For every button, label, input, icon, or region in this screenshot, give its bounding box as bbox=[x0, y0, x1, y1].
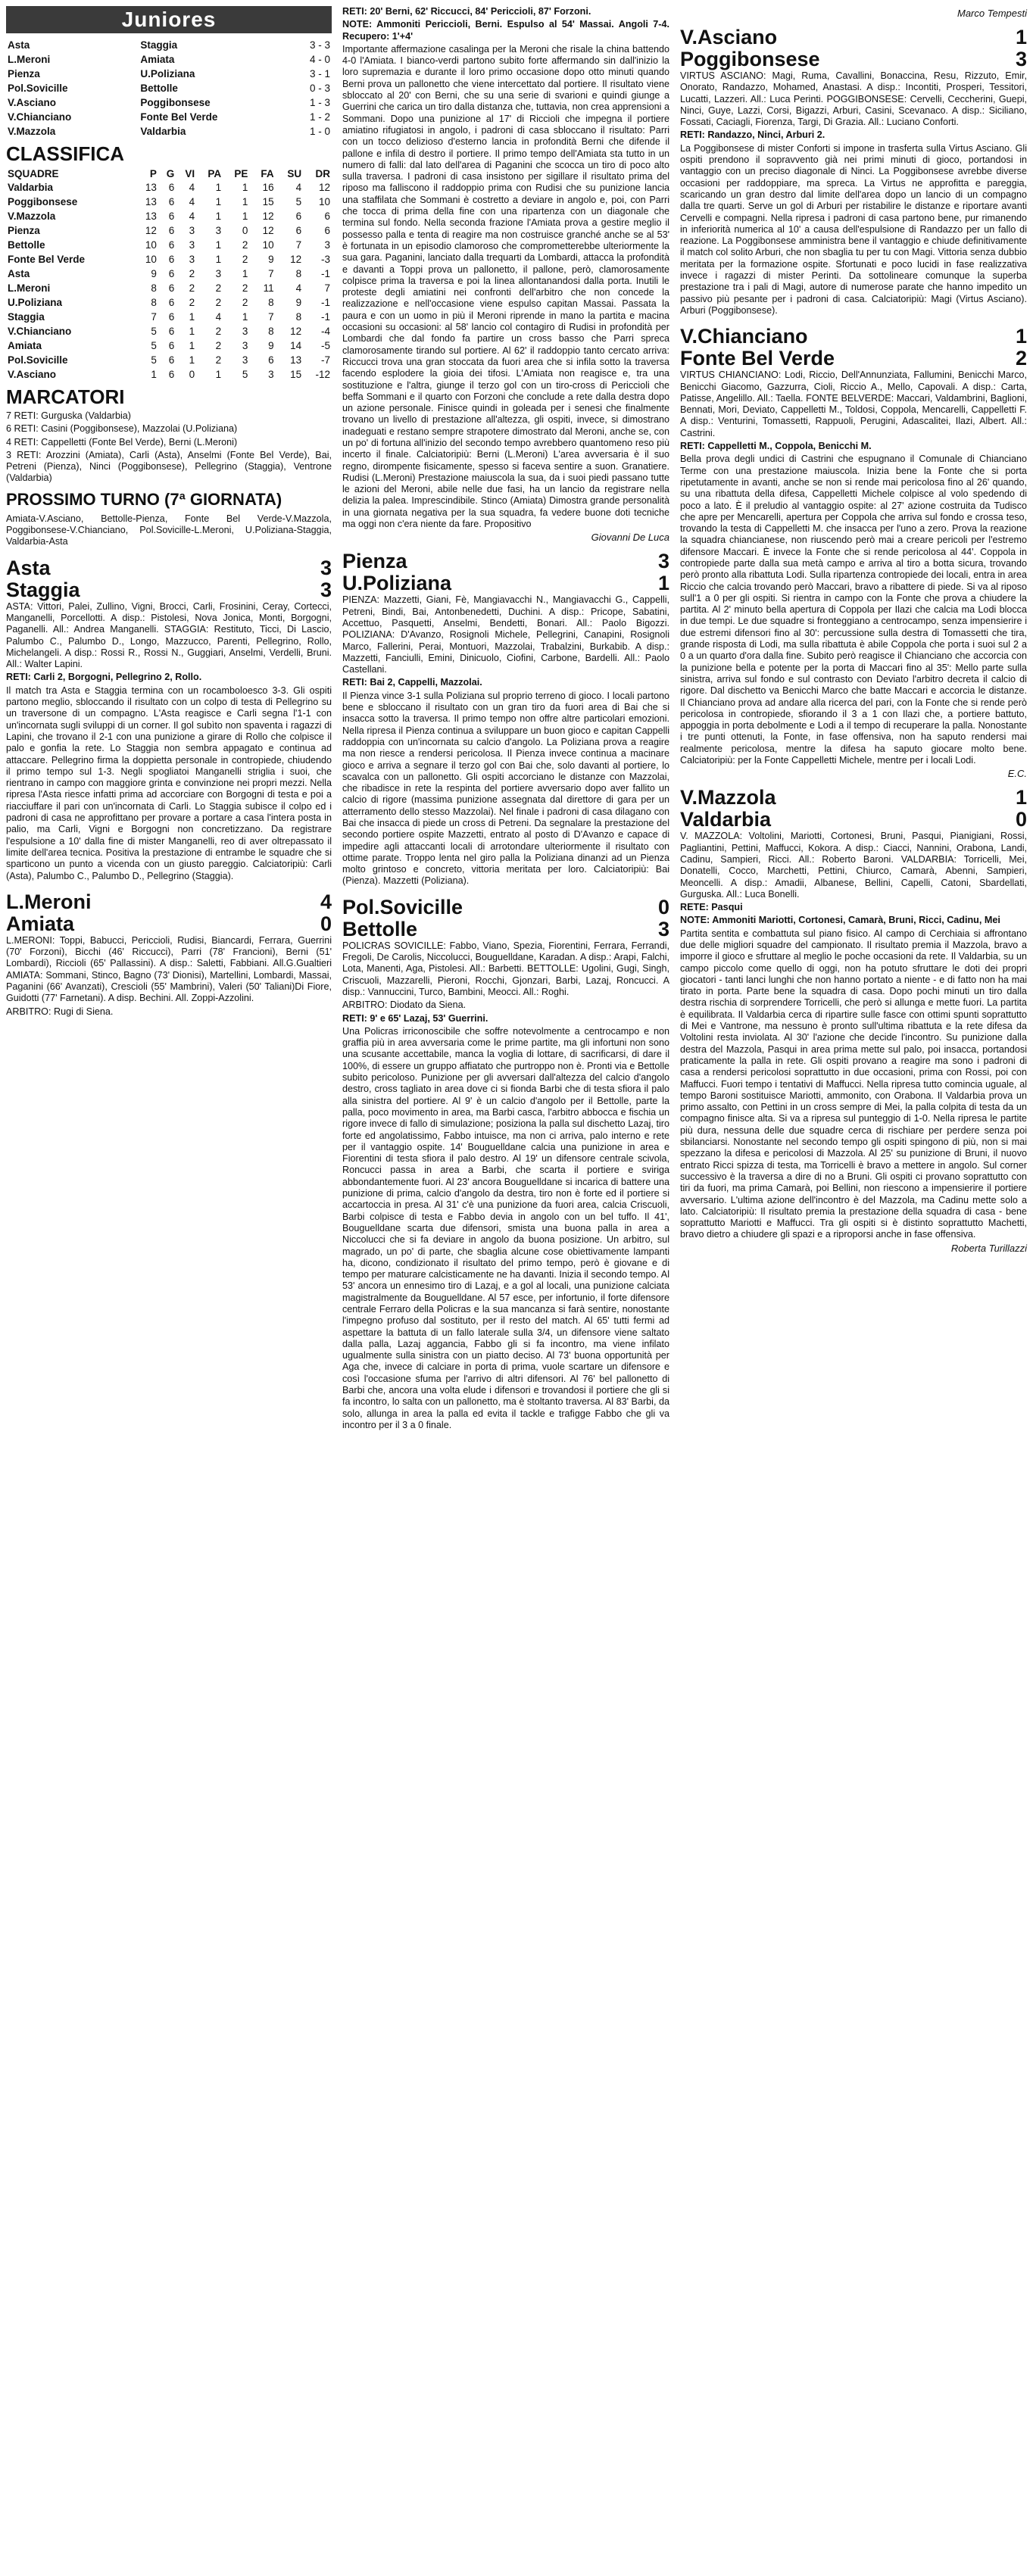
team-name: V.Asciano bbox=[8, 369, 57, 380]
stat-cell: 12 bbox=[145, 225, 157, 236]
stat-cell: 14 bbox=[290, 340, 302, 351]
stat-cell: 4 bbox=[189, 196, 195, 207]
article-chianciano bbox=[680, 326, 1027, 779]
stat-cell: 12 bbox=[318, 182, 330, 193]
stat-cell: 13 bbox=[145, 196, 157, 207]
stat-cell: 1 bbox=[151, 369, 157, 380]
stat-cell: 6 bbox=[324, 211, 330, 222]
stat-cell: 6 bbox=[268, 354, 274, 366]
stat-cell: 5 bbox=[242, 369, 248, 380]
stat-cell: -7 bbox=[320, 354, 330, 366]
home-score: 1 bbox=[1015, 325, 1027, 348]
stat-cell: 6 bbox=[168, 196, 175, 207]
stat-cell: 10 bbox=[318, 196, 330, 207]
stat-cell: 5 bbox=[151, 354, 157, 366]
result-row bbox=[6, 38, 332, 52]
home-team: V.Mazzola bbox=[680, 786, 776, 809]
stat-cell: -1 bbox=[320, 311, 330, 323]
stat-cell: 6 bbox=[168, 254, 175, 265]
away-team: Bettolle bbox=[342, 917, 418, 940]
stat-cell: 13 bbox=[145, 211, 157, 222]
stat-cell: 2 bbox=[242, 239, 248, 251]
away-score: 3 bbox=[657, 917, 669, 940]
column-header: PE bbox=[234, 168, 248, 179]
stat-cell: 7 bbox=[324, 282, 330, 294]
article-sovicille bbox=[342, 897, 669, 1431]
home-team: Pienza bbox=[342, 550, 407, 573]
goals: RETI: Randazzo, Ninci, Arburi 2. bbox=[680, 129, 825, 141]
stat-cell: 1 bbox=[242, 311, 248, 323]
standings-row bbox=[6, 252, 332, 267]
stat-cell: 8 bbox=[295, 268, 302, 279]
stat-cell: 8 bbox=[268, 297, 274, 308]
stat-cell: 6 bbox=[168, 182, 175, 193]
stat-cell: 13 bbox=[290, 354, 302, 366]
lineups: L.MERONI: Toppi, Babucci, Periccioli, Rudisi, Biancardi, Ferrara, Guerrini (70' Forzoni), Bicchi (46' Riccucci), Parri (78' Francioni), Berni (51' Lombardi), Riccioli (65' Pallassini). A disp.: Saletti, Fabbiani. All.G.Gualtieri AMIATA: Sommani, Stinco, Bagno (73' Dionisi), Martellini, Lombardi, Massai, Paganini (66' Avanzati), Crescioli (55' Mambrini), Valeri (50' Taliani)Di Fiore, Guidotti (77' Farnetani). A disp. Bechini. All. Zoppi-Azzolini. bbox=[6, 934, 332, 1004]
team-name: Pienza bbox=[8, 225, 40, 236]
stat-cell: 2 bbox=[242, 297, 248, 308]
stat-cell: 1 bbox=[242, 196, 248, 207]
stat-cell: 3 bbox=[189, 225, 195, 236]
standings-row bbox=[6, 238, 332, 252]
goals: RETI: Cappelletti M., Coppola, Benicchi M. bbox=[680, 441, 872, 452]
stat-cell: 9 bbox=[151, 268, 157, 279]
stat-cell: -3 bbox=[320, 254, 330, 265]
scorer-line: 6 RETI: Casini (Poggibonsese), Mazzolai (U.Poliziana) bbox=[6, 423, 238, 435]
result-row bbox=[6, 67, 332, 81]
stat-cell: 7 bbox=[151, 311, 157, 323]
goals: RETI: 20' Berni, 62' Riccucci, 84' Periccioli, 87' Forzoni. bbox=[342, 6, 591, 17]
goals: RETE: Pasqui bbox=[680, 902, 743, 913]
stat-cell: 10 bbox=[262, 239, 274, 251]
stat-cell: -1 bbox=[320, 297, 330, 308]
result-row bbox=[6, 81, 332, 95]
stat-cell: 8 bbox=[268, 326, 274, 337]
standings-row bbox=[6, 295, 332, 310]
away-team: Valdarbia bbox=[140, 126, 186, 137]
stat-cell: 1 bbox=[189, 340, 195, 351]
stat-cell: 6 bbox=[168, 268, 175, 279]
away-team: Fonte Bel Verde bbox=[140, 111, 218, 123]
standings-title: CLASSIFICA bbox=[6, 142, 124, 165]
away-score: 1 bbox=[657, 572, 669, 595]
stat-cell: -1 bbox=[320, 268, 330, 279]
result-row bbox=[6, 124, 332, 139]
away-team: Bettolle bbox=[140, 83, 178, 94]
stat-cell: 12 bbox=[290, 254, 302, 265]
stat-cell: 7 bbox=[295, 239, 302, 251]
stat-cell: 4 bbox=[295, 182, 302, 193]
byline: Marco Tempesti bbox=[957, 8, 1027, 19]
home-team: L.Meroni bbox=[6, 890, 92, 913]
away-team: Staggia bbox=[140, 39, 178, 51]
stat-cell: 6 bbox=[168, 311, 175, 323]
stat-cell: 16 bbox=[262, 182, 274, 193]
stat-cell: 1 bbox=[242, 268, 248, 279]
column-right bbox=[680, 6, 1027, 1261]
standings-row bbox=[6, 324, 332, 338]
stat-cell: 15 bbox=[290, 369, 302, 380]
stat-cell: 4 bbox=[215, 311, 222, 323]
away-team: Staggia bbox=[6, 578, 80, 601]
match-score: 1 - 0 bbox=[309, 126, 330, 137]
stat-cell: 6 bbox=[168, 340, 175, 351]
column-header: PA bbox=[208, 168, 222, 179]
stat-cell: 1 bbox=[215, 254, 222, 265]
stat-cell: 3 bbox=[242, 340, 248, 351]
stat-cell: 1 bbox=[242, 182, 248, 193]
standings-row bbox=[6, 281, 332, 295]
away-team: Poggibonsese bbox=[140, 97, 211, 108]
stat-cell: 10 bbox=[145, 254, 157, 265]
stat-cell: 2 bbox=[189, 268, 195, 279]
stat-cell: 2 bbox=[242, 282, 248, 294]
stat-cell: 9 bbox=[268, 254, 274, 265]
standings-row bbox=[6, 195, 332, 209]
stat-cell: 6 bbox=[168, 239, 175, 251]
stat-cell: 2 bbox=[215, 354, 222, 366]
team-name: Fonte Bel Verde bbox=[8, 254, 86, 265]
standings-table bbox=[6, 167, 332, 382]
team-name: Bettolle bbox=[8, 239, 45, 251]
column-header: VI bbox=[185, 168, 195, 179]
stat-cell: 6 bbox=[168, 354, 175, 366]
home-team: V.Chianciano bbox=[8, 111, 72, 123]
stat-cell: 0 bbox=[189, 369, 195, 380]
column-header: P bbox=[149, 168, 157, 179]
standings-row bbox=[6, 367, 332, 382]
goals: RETI: 9' e 65' Lazaj, 53' Guerrini. bbox=[342, 1012, 488, 1024]
column-header: G bbox=[166, 168, 175, 179]
stat-cell: 1 bbox=[215, 196, 222, 207]
home-score: 3 bbox=[320, 556, 332, 579]
stat-cell: 2 bbox=[189, 282, 195, 294]
stat-cell: 3 bbox=[268, 369, 274, 380]
stat-cell: 6 bbox=[295, 225, 302, 236]
stat-cell: 1 bbox=[215, 369, 222, 380]
referee: ARBITRO: Rugi di Siena. bbox=[6, 1006, 114, 1017]
stat-cell: 15 bbox=[262, 196, 274, 207]
away-team: Poggibonsese bbox=[680, 48, 820, 70]
home-score: 1 bbox=[1015, 786, 1027, 809]
lineups: VIRTUS ASCIANO: Magi, Ruma, Cavallini, Bonaccina, Resu, Rizzuto, Emir, Onorato, Randazzo, Mohamed, Anastasi. A disp.: Incontiti, Prosperi, Tessitori, Lucatti, Lazzeri. All.: Luca Perinti. POGGIBONSESE: Cervelli, Ceccherini, Guepi, Ninci, Guye, Lazzi, Corsi, Bigazzi, Arburi, Casini, Scevanaco. A disp.: Siciliano, Fossati, Caciagli, Fiorenza, Targi, Di Grazia. All.: Luciano Conforti. bbox=[680, 70, 1027, 128]
stat-cell: 2 bbox=[242, 254, 248, 265]
article-body: Una Policras irriconoscibile che soffre notevolmente a centrocampo e non graffia più in area avversaria come le prime partite, ma gli infortuni non sono una scusante accettabile, manca la voglia di lottare, di sacrificarsi, di dare il 100%, di essere un gruppo affiatato che purtroppo non è. Pronti via e Bettolle subito pericoloso. Punizione per gli avversari dall'altezza del calcio d'angolo destro, cross tagliato in area dove ci si fionda Barbi che di testa sfiora il palo alla sinistra del portiere. Al 9' è un calcio d'angolo per il Bettolle, parte la palla, poco movimento in area, ma Barbi casca, l'arbitro abbocca e fischia un rigore invece di fallo di simulazione; posiziona la palla sul dischetto Lazaj, tiro forte ed angolatissimo, Fabbo intuisce, ma non ci arriva, palo interno e rete per il vantaggio ospite. 14' Bouguelldane calcia una punizione in area e Fiorentini di testa sfiora il palo destro. Al 19' un difensore centrale scivola, Roncucci passa in area a Barbi, che scarta il portiere e sviriga abbondantemente fuori. Al 23' ancora Bouguelldane si incarica di battere una punizione di prima, calcio d'angolo da destra, tiro non è forte ed il portiere si accartoccia in presa. Al 31' c'è una punizione da fuori area, calcia Criscuoli, Barbi colpisce di testa e Fabbo devia in angolo con un bel tuffo. Il 41', Bouguelldane scarta due difensori, smista una buona palla in area a Niccolucci che si fa deviare in angolo da buona posizione. Un arbitro, sul magrado, un po' di parte, che sbaglia alcune cose obiettivamente lampanti ha, dicono, condizionato il risultato del primo tempo, però è giovane e di tempo per maturare calcisticamente ne ha davanti. Inizia il secondo tempo. Al 53' ancora un ennesimo tiro di Lazaj, e a gol al locali, una punizione calciata magistralmente da Bouguelldane. Al 57 esce, per infortunio, il forte difensore centrale Ferraro della Policras e la sua mancanza si farà sentire, nonostante l'impegno profuso dal sostituto, per il resto del match. Al 65' tutti fermi ad aspettare la battuta di un fallo laterale sulla 3/4, un difensore viene saltato dalla palla, Lazaj aggancia, Fabbo gli si fa incontro, ma viene infilato ugualmente sulla sinistra con un piatto deciso. Al 73' buona opportunità per Aga che, invece di calciare in porta di prima, vuole scartare un difensore e così l'occasione sfuma per l'arrivo di altri difensori. Al 76' bel pallonetto di Barbi che, ancora una volta elude i difensori e trovandosi il portiere che gli si fa incontro, lo salta con un pallonetto, ma è stoltanto traversa. Al 83' Barbi, da solo, allunga in area la palla ed evita il tackle e trafigge Fabbo che gli va incontro per il 3 a 0 finale. bbox=[342, 1025, 669, 1430]
team-name: U.Poliziana bbox=[8, 297, 63, 308]
article-mazzola bbox=[680, 787, 1027, 1253]
away-team: U.Poliziana bbox=[140, 68, 195, 80]
home-score: 1 bbox=[1015, 26, 1027, 48]
match-score: 0 - 3 bbox=[309, 83, 330, 94]
team-name: Poggibonsese bbox=[8, 196, 78, 207]
article-meroni bbox=[6, 891, 332, 1018]
lineups: V. MAZZOLA: Voltolini, Mariotti, Cortonesi, Bruni, Pasqui, Pianigiani, Rossi, Pagliantini, Pettini, Maffucci, Kokora. A disp.: Ciacci, Nannini, Orabona, Landi, Cadinu, Sampieri, Ricci. All.: Roberto Baroni. VALDARBIA: Torricelli, Mei, Donatelli, Cocco, Marchetti, Pettini, Chiurco, Camarà, Abenni, Sampieri, Meoncelli. A disp.: Amadii, Albanese, Bellini, Capelli, Catoni, Sbardellati, Gurguska. All.: Luca Bonelli. bbox=[680, 831, 1027, 900]
stat-cell: -5 bbox=[320, 340, 330, 351]
stat-cell: 0 bbox=[242, 225, 248, 236]
home-team: Pol.Sovicille bbox=[8, 83, 68, 94]
stat-cell: 4 bbox=[189, 211, 195, 222]
stat-cell: 1 bbox=[189, 354, 195, 366]
lineups: PIENZA: Mazzetti, Giani, Fè, Mangiavacchi N., Mangiavacchi G., Cappelli, Petreni, Bindi, Bai, Antonbenedetti, Duchini. A disp.: Pricope, Sabatini, Accettuo, Pasquetti, Anselmi, Bendetti, Bonari. All.: Paolo Bigozzi. POLIZIANA: D'Avanzo, Rosignoli Michele, Pellegrini, Canapini, Rosignoli Marco, Fallerini, Perai, Montuori, Mazzolai, Trabalzini, Burkabib. A disp.: Mazzetti, Fanciulli, Emini, Dinicuolo, Ciofini, Carbone, Bardelli. All.: Paolo Castellani. bbox=[342, 594, 669, 675]
byline: E.C. bbox=[1007, 768, 1027, 780]
away-team: Valdarbia bbox=[680, 808, 772, 831]
column-left bbox=[6, 6, 332, 1019]
stat-cell: 12 bbox=[262, 211, 274, 222]
standings-row bbox=[6, 180, 332, 195]
next-round-text: Amiata-V.Asciano, Bettolle-Pienza, Fonte Bel Verde-V.Mazzola, Poggibonsese-V.Chianciano, Pol.Sovicille-L.Meroni, U.Poliziana-Staggia, Valdarbia-Asta bbox=[6, 513, 332, 547]
byline: Giovanni De Luca bbox=[591, 532, 669, 544]
match-score: 3 - 1 bbox=[309, 68, 330, 80]
standings-row bbox=[6, 267, 332, 281]
notes: NOTE: Ammoniti Mariotti, Cortonesi, Camarà, Bruni, Ricci, Cadinu, Mei bbox=[680, 915, 1000, 926]
match-score: 4 - 0 bbox=[309, 54, 330, 65]
team-name: Asta bbox=[8, 268, 30, 279]
standings-row bbox=[6, 338, 332, 353]
stat-cell: 6 bbox=[168, 297, 175, 308]
goals: RETI: Carli 2, Borgogni, Pellegrino 2, Rollo. bbox=[6, 672, 202, 683]
article-body: Partita sentita e combattuta sul piano fisico. Al campo di Cerchiaia si affrontano due delle migliori squadre del campionato. Il risultato premia il Mazzola, bravo a imporre il gioco e sfruttare al meglio le poche occasioni da rete. Il Valdarbia, su un campo piccolo come quello di oggi, non ha potuto sfruttare le doti dei propri giocatori - tanti lanci lunghi che non hanno portato a niente - e di fatto non ha mai tirato in porta. Parte bene la squadra di casa. Dopo pochi minuti un tiro dalla destra rischia di sorprendere Torricelli, che però si allunga e mette fuori. La partita è equilibrata. Il Valdarbia cerca di ripartire sulle fasce con ottimi spunti soprattutto di Mei e Vantrone, ma nessuno è pronto sull'ultima ribattuta e la rete difesa da Voltolini resta inviolata. Al 30' l'azione che decide l'incontro. Su punizione dalla destra del Mazzola, Pasqui in area prima mette sul palo, poi insacca, portandosi praticamente la palla in rete. Gli ospiti provano a reagire ma sono i padroni di casa a rendersi pericolosi soprattutto in due occasioni, prima con Rossi, poi con Maffucci. Fuori tempo i tentativi di Maffucci. Nella ripresa tutto comincia uguale, al tempo Baroni sostituisce Mariotti, ammonito, con Orabona. Il Valdarbia prova un primo assalto, con Pettini in un cross sempre di Mei, la palla colpita di testa da un compagno finisce alta. Si va a ripresa sul punteggio di 1-0. Nella ripresa le partite più dura, nessuna delle due squadre cerca di rischiare per perdere senza poi sbilanciarsi. Nonostante nel secondo tempo gli ospiti spingono di più, non si mai spezzano la difesa e pericolosi di Mazzola. Al 25' su punizione di Bruni, il nuovo entrato Ricci spizza di testa, ma Torricelli è bravo a mettere in angolo. Sul corner successivo è la traversa a dire di no a Bruni. Gli ospiti ci provano soprattutto con tiri da fuori, ma prima Camarà, poi Bellini, non riescono a impensierire il portiere avversario. L'ultima azione dell'incontro è del Mazzola, ma Cadinu mette solo a lato. Calciatoripiù: Il risultato premia la prestazione della squadra di casa - bene soprattutto Mariotti e Maffucci. Tra gli ospiti si è distinto soprattutto Machetti, bravo dietro a chiudere gli spazi e a riproporsi anche in fase offensiva. bbox=[680, 928, 1027, 1240]
home-score: 3 bbox=[657, 550, 669, 573]
article-body: Importante affermazione casalinga per la Meroni che risale la china battendo 4-0 l'Amiata. I bianco-verdi partono subito forte affermando sin dall'inizio la loro supremazia e durante il loro primo occasione dopo otto minuti quando Berni prova un pallonetto che viene intercettato dal portiere. Il risultato viene sbloccato al 20' con Berni, che su una serie di svarioni e quindi giunge a Guerrini che carica un tiro dalla distanza che, tuttavia, non crea apprensioni a Sommani. Dopo una punizione al 17' di Riccioli che impegna il portiere amiatino rifugiatosi in angolo, i padroni di casa sbloccano il risultato: Parri con un tocco delizioso d'esterno lancia in profondità Berni che difende il pallone e infila di destro il portiere. Il primo tempo dell'Amiata sta tutto in un numero di falli: dal lato dell'area di Paganini che scocca un tiro di poco alto sulla traversa. I padroni di casa insistono per sigillare il risultato prima del riposo ma falliscono il raddoppio prima con Rudisi che su punizione lancia una staffilata che Sommani è costretto a deviare in angolo e, poi, con Parri che tocca di prima della fine con una ripartenza con un diagonale che termina sul fondo. Nella seconda frazione l'Amiata prova a gestire meglio il possesso palla e tenta di reagire ma non costruisce granché anche se al 53' è fortunata in un episodio clamoroso che comprometterebbe ulteriormente la sua gara. Paganini, lanciato dalla trequarti da Lombardi, attacca la profondità e davanti a Toppi prova un pallonetto, il pallone, però, clamorosamente colpisce prima la traversa e poi la linea allontanandosi dalla porta. Inutili le proteste degli amiatini nei confronti dell'arbitro che non concede la realizzazione e nell'occasione viene espulso capitan Massai. Passata la paura e con un uomo in più il Meroni riprende in mano la partita e macina occasioni su occasioni: al 58' lancio col contagiro di Rudisi in profondità per Lombardi che dal fondo fa partire un cross basso che Parri spreca clamorosamente tirando sul portiere. Al 62' il raddoppio tanto cercato arriva: Riccucci trova una gran stoccata da fuori area che si infila sotto la traversa facendo esplodere la gioia dei tifosi. L'Amiata non reagisce e, tra una sostituzione e l'altra, giunge il terzo gol con un tiro-cross di Periccioli che beffa Sommani e il quarto con Forzoni che conclude a rete dalla destra dopo un azione personale. Finisce quindi in goleada per i senesi che finalmente trovano un livello di prestazione all'altezza, gli ospiti, invece, si dimostrano inadeguati e restano sempre strapotere dimostrato dal Meroni, anche se, con un po' di fortuna all'inizio del secondo tempo avrebbero quantomeno reso più incerto il finale. Calciatoripiù: Berni (L.Meroni) L'area avversaria è il suo regno, dirompente fisicamente, spesso si faceva sentire a suon. Granatiere. Rudisi (L.Meroni) Prestazione maiuscola la sua, da i suoi piedi passano tutte le azioni del Meroni, abile nelle due fasi, ha un lancio da registrare nella delizia la palea. Imprescindibile. Stinco (Amiata) Dimostra grande personalità in una giornata negativa per la sua squadra, fa vedere buone doti tecniche ma oggi non c'era niente da fare. Propositivo bbox=[342, 43, 669, 530]
home-team: Asta bbox=[8, 39, 30, 51]
stat-cell: 2 bbox=[189, 297, 195, 308]
result-row bbox=[6, 95, 332, 110]
stat-cell: 1 bbox=[215, 239, 222, 251]
result-row bbox=[6, 52, 332, 67]
team-name: L.Meroni bbox=[8, 282, 51, 294]
column-header: DR bbox=[315, 168, 330, 179]
stat-cell: 8 bbox=[151, 297, 157, 308]
stat-cell: 3 bbox=[215, 268, 222, 279]
stat-cell: 3 bbox=[215, 225, 222, 236]
column-middle bbox=[342, 6, 669, 1433]
lineups: POLICRAS SOVICILLE: Fabbo, Viano, Spezia, Fiorentini, Ferrara, Ferrandi, Fregoli, De Carolis, Niccolucci, Bouguelldane, Karadan. A disp.: Arapi, Falchi, Lota, Manenti, Aga, Pistolesi. All.: Barbetti. BETTOLLE: Ugolini, Gugi, Singh, Criscuoli, Mazzarelli, Pieroni, Rocchi, Gjonzari, Barbi, Lazaj, Roncucci. A disp.: Vannuccini, Turco, Bambini, Meocci. All.: Roghi. bbox=[342, 940, 669, 997]
column-header: SQUADRE bbox=[8, 168, 59, 179]
lineups: VIRTUS CHIANCIANO: Lodi, Riccio, Dell'Annunziata, Fallumini, Benicchi Marco, Benicchi Giacomo, Gazzurra, Cioli, Riccio A., Mello, Capovali. A disp.: Carta, Patisse, Angelillo. All.: Taella. FONTE BELVERDE: Maccari, Valdambrini, Baglioni, Bennati, Mori, Deviato, Cappelletti M., Toldosi, Coppola, Mencarelli, Cappelletti F. A disp.: Venturini, Tomassetti, Rappuoli, Perugini, Adascalitei, Ilazi, Albert. All.: Castrini. bbox=[680, 370, 1027, 438]
stat-cell: 7 bbox=[268, 311, 274, 323]
scorer-line: 7 RETI: Gurguska (Valdarbia) bbox=[6, 410, 131, 421]
stat-cell: 4 bbox=[295, 282, 302, 294]
stat-cell: 4 bbox=[189, 182, 195, 193]
byline: Roberta Turillazzi bbox=[950, 1242, 1027, 1254]
standings-row bbox=[6, 310, 332, 324]
home-team: Pol.Sovicille bbox=[342, 895, 463, 918]
stat-cell: 2 bbox=[215, 326, 222, 337]
standings-row bbox=[6, 353, 332, 367]
stat-cell: 2 bbox=[215, 282, 222, 294]
article-body: Bella prova degli undici di Castrini che espugnano il Comunale di Chianciano Terme con una prestazione maiuscola. Inizia bene la Fonte che si porta ripetutamente in avanti, anche se non si rende mai pericolosa fino al 26' quando, su una ribattuta della difesa, Cappelletti Michele colpisce al volo spedendo di poco a lato. È il preludio al vantaggio ospite: al 27' azione costruita da Tudisco che apre per Mencarelli, apertura per Coppola che arriva sul fondo e crossa teso, trovando la testa di Cappelletti M. che insacca per l'uno a zero. Prova la reazione la squadra chiancianese, non riuscendo però mai a creare pericoli per l'estremo difensore Maccari. È invece la Fonte che si rende pericolosa al 44'. Coppola in contropiede parte dalla sua metà campo e arriva al tiro a botta sicura, trovando però pronto alla ribattuta Lodi. Sulla ripartenza contropiede dei locali, entra in area Riccio che calcia trovando però Maccari, bravo a ribattere di piede. Si va al riposo sull'1 a 0 per gli ospiti. Si rientra in campo con la Fonte che prova a chiudere la partita. Al 2' minuto bella apertura di Coppola per Ilazi che calcia ma Lodi blocca in due tempi. Le due squadre si fronteggiano a centrocampo, senza impensierire i due estremi difensori fino al 30': percussione sulla destra di Tomassetti che tira, grande risposta di Lodi, ma sulla ribattuta è abile Coppola che porta i suoi sul 2 a 0 a un quarto d'ora dalla fine. Subito però reagisce il Chianciano che accorcia con la punizione bella e potente per la porta di Maccari fino al 35': Mello parte sulla sinistra, arriva sul fondo e sul contrasto con Deviato l'arbitro decreta il calcio di rigore. Dal dischetto va Benicchi Marco che batte Maccari e accorcia le distanze. Il Chianciano prova ad andare alla ricerca del pari, con la Fonte che si rende però pericolosa in contropiede, sfiorando il 3 a 1 con Ilazi che, a portiere battuto, appoggia in porta debolmente e Lodi a il tempo di recuperare la palla. Nonostante i tre punti ottenuti, la Fonte, in fase offensiva, non ha saputo rendersi mai realmente pericolosa, mentre la difesa ha saputo giocare molto bene. Calciatoripiù: per la Fonte Cappelletti Michele, mentre per i locali Lodi. bbox=[680, 454, 1027, 766]
away-score: 0 bbox=[1015, 808, 1027, 831]
stat-cell: 11 bbox=[263, 282, 274, 294]
team-name: Pol.Sovicille bbox=[8, 354, 68, 366]
standings-row bbox=[6, 223, 332, 238]
stat-cell: 13 bbox=[145, 182, 157, 193]
stat-cell: 3 bbox=[324, 239, 330, 251]
standings-header-row bbox=[6, 167, 332, 180]
next-round-title: PROSSIMO TURNO (7ª GIORNATA) bbox=[6, 489, 282, 509]
home-score: 0 bbox=[657, 895, 669, 918]
stat-cell: 5 bbox=[151, 340, 157, 351]
away-team: Amiata bbox=[140, 54, 175, 65]
result-row bbox=[6, 110, 332, 124]
stat-cell: 2 bbox=[215, 340, 222, 351]
away-score: 3 bbox=[1015, 48, 1027, 70]
scorers-list bbox=[6, 410, 332, 485]
away-team: Fonte Bel Verde bbox=[680, 347, 835, 370]
away-team: Amiata bbox=[6, 912, 75, 935]
article-asciano bbox=[680, 27, 1027, 317]
stat-cell: 9 bbox=[295, 297, 302, 308]
home-team: V.Asciano bbox=[8, 97, 57, 108]
scorer-line: 3 RETI: Arozzini (Amiata), Carli (Asta), Anselmi (Fonte Bel Verde), Bai, Petreni (Pienza), Ninci (Poggibonsese), Pellegrino (Staggia), Ventrone (Valdarbia) bbox=[6, 449, 332, 484]
home-team: Asta bbox=[6, 556, 51, 579]
match-score: 1 - 3 bbox=[309, 97, 330, 108]
article-body: Il match tra Asta e Staggia termina con un rocamboloesco 3-3. Gli ospiti partono meglio, sbloccando il risultato con un colpo di testa di Pellegrino su un traversone di un compagno. L'Asta reagisce e Carli segna l'1-1 con un'incornata sugli sviluppi di un corner. Il gol subìto non spaventa i ragazzi di Lapini, che trovano il 2-1 con una punizione a girare di Rollo che colpisce il palo e gonfia la rete. Lo Staggia non sembra appagato e continua ad attaccare. Pellegrino firma la doppietta personale in contropiede, chiudendo il primo tempo sul 1-3. Negli spogliatoi Manganelli striglia i suoi, che rientrano in campo con maggiore grinta e convinzione nei propri mezzi. Nella ripresa l'Asta riesce infatti prima ad accorciare con Borgogni di testa e poi a riacciuffare il pari con un'incornata di Carli. Lo Staggia subisce il colpo ed i padroni di casa ne approfittano per provare a portare a casa l'intera posta in palio, ma Carli, Vigni e Borgogni non concretizzano. Da registrare l'espulsione a 10' dalla fine di mister Manganelli, reo di aver oltrepassato il limite dell'area tecnica. Positiva la prestazione di entrambe le squadre che si sparticono un punto a vicenda con un giusto pareggio. Calciatoripiù: Carli (Asta), Palumbo C., Palumbo D., Pellegrino (Staggia). bbox=[6, 685, 332, 881]
stat-cell: 5 bbox=[295, 196, 302, 207]
article-body: Il Pienza vince 3-1 sulla Poliziana sul proprio terreno di gioco. I locali partono bene e sbloccano il risultato con un gran tiro da fuori area di Bai che si insacca sotto la traversa. Il primo tempo non offre altre particolari emozioni. Nella ripresa il Pienza continua a sviluppare un buon gioco e capitan Cappelli raddoppia con un'incornata su calcio d'angolo. La Poliziana prova a reagire ma non riesce a rendersi pericolosa. Il Pienza invece continua a macinare gioco e arriva a segnare il terzo gol con Bai che, solo davanti al portiere, lo scavalca con un pallonetto. Gli ospiti accorciano le distanze con Mazzolai, che ribadisce in rete la respinta del portiere avversario dopo aver fallito un calcio di rigore (massima punizione assegnata dal direttore di gara per un atterramento dello stesso Mazzolai). Nel finale i padroni di casa dilagano con Bai che insacca di piede un cross di Petreni. Da segnalare la prestazione del secondo portiere ospite Mazzetti, entrato al posto di D'Avanzo e capace di impedire agli attaccanti locali di arrotondare ulteriormente il risultato con ottime parate. Troppo lenta nel giro palla la Poliziana dinanzi ad un Pienza molto grintoso e concreto, vittoria meritata per loro. Calciatoripiù: Bai (Pienza). Mazzetti (Poliziana). bbox=[342, 690, 669, 887]
match-score: 1 - 2 bbox=[309, 111, 330, 123]
home-team: V.Chianciano bbox=[680, 325, 808, 348]
notes: NOTE: Ammoniti Periccioli, Berni. Espulso al 54' Massai. Angoli 7-4. Recupero: 1'+4' bbox=[342, 19, 669, 42]
stat-cell: -12 bbox=[315, 369, 330, 380]
column-header: SU bbox=[287, 168, 302, 179]
stat-cell: 3 bbox=[242, 354, 248, 366]
stat-cell: 9 bbox=[268, 340, 274, 351]
article-body: La Poggibonsese di mister Conforti si impone in trasferta sulla Virtus Asciano. Gli ospiti prendono il sopravvento già nei primi minuti di gioco, portandosi in vantaggio con un preciso diagonale di Ninci. La Poggibonsese avrebbe diverse occasioni per raddoppiare, ma spreca. La Virtus ne approfitta e pareggia, scaricando un gran destro dal limite dell'area dopo un lancio di un compagno dalla tre quarti. Serve un gol di Arburi per ristabilire le distanze e riportare avanti Cervelli e compagni. Nella ripresa i padroni di casa partono bene, pur rimanendo in inferiorità numerica al 10' a causa dell'espulsione di Randazzo per un fallo di reazione. La Poggibonsese amministra bene il vantaggio e chiude definitivamente il match col solito Arburi, che non sbaglia tu per tu con Magi. Vittoria senza dubbio meritata per la formazione ospite. Sfortunati e poco lucidi in fase realizzativa invece i ragazzi di mister Perinti. Da sottolineare comunque la superba prestazione tra i pali di Magi, autore di numerose parate che hanno impedito un passivo più pesante per i padroni di casa. Calciatoripiù: Magi (Virtus Asciano). Arburi (Poggibonsese). bbox=[680, 142, 1027, 316]
home-team: V.Mazzola bbox=[8, 126, 56, 137]
stat-cell: 7 bbox=[268, 268, 274, 279]
stat-cell: 12 bbox=[262, 225, 274, 236]
team-name: V.Chianciano bbox=[8, 326, 72, 337]
column-header: FA bbox=[261, 168, 274, 179]
stat-cell: 6 bbox=[168, 225, 175, 236]
stat-cell: 3 bbox=[189, 239, 195, 251]
match-score: 3 - 3 bbox=[309, 39, 330, 51]
stat-cell: 6 bbox=[168, 326, 175, 337]
standings-row bbox=[6, 209, 332, 223]
away-score: 0 bbox=[320, 912, 332, 935]
stat-cell: 8 bbox=[151, 282, 157, 294]
stat-cell: 6 bbox=[168, 369, 175, 380]
away-score: 2 bbox=[1015, 347, 1027, 370]
stat-cell: 6 bbox=[324, 225, 330, 236]
stat-cell: 1 bbox=[215, 182, 222, 193]
results-table bbox=[6, 38, 332, 139]
scorers-title: MARCATORI bbox=[6, 385, 125, 408]
away-score: 3 bbox=[320, 578, 332, 601]
stat-cell: 1 bbox=[189, 326, 195, 337]
stat-cell: 10 bbox=[145, 239, 157, 251]
stat-cell: 3 bbox=[189, 254, 195, 265]
referee: ARBITRO: Diodato da Siena. bbox=[342, 1000, 467, 1011]
home-team: Pienza bbox=[8, 68, 40, 80]
away-team: U.Poliziana bbox=[342, 572, 452, 595]
article-pienza bbox=[342, 550, 669, 887]
stat-cell: -4 bbox=[320, 326, 330, 337]
team-name: Amiata bbox=[8, 340, 42, 351]
stat-cell: 12 bbox=[290, 326, 302, 337]
lineups: ASTA: Vittori, Palei, Zullino, Vigni, Brocci, Carli, Frosinini, Ceray, Cortecci, Manganelli, Porcellotti. A disp.: Pistolesi, Nova Jonica, Monti, Borgogni, Paganelli. All.: Andrea Manganelli. STAGGIA: Restituto, Ticci, Di Lascio, Palumbo C., Palumbo D., Longo, Mazzucco, Parenti, Pellegrino, Rollo, Michelangeli. A disp.: Rossi R., Rossi N., Guggiari, Anselmi, Verdelli, Bruni. All.: Walter Lapini. bbox=[6, 600, 332, 670]
team-name: Valdarbia bbox=[8, 182, 54, 193]
stat-cell: 3 bbox=[242, 326, 248, 337]
home-score: 4 bbox=[320, 890, 332, 913]
home-team: V.Asciano bbox=[680, 26, 778, 48]
stat-cell: 1 bbox=[189, 311, 195, 323]
article-asta bbox=[6, 557, 332, 882]
section-header: Juniores bbox=[6, 6, 332, 33]
stat-cell: 2 bbox=[215, 297, 222, 308]
team-name: Staggia bbox=[8, 311, 45, 323]
stat-cell: 8 bbox=[295, 311, 302, 323]
stat-cell: 6 bbox=[168, 211, 175, 222]
stat-cell: 5 bbox=[151, 326, 157, 337]
home-team: L.Meroni bbox=[8, 54, 51, 65]
scorer-line: 4 RETI: Cappelletti (Fonte Bel Verde), Berni (L.Meroni) bbox=[6, 436, 238, 448]
stat-cell: 6 bbox=[168, 282, 175, 294]
team-name: V.Mazzola bbox=[8, 211, 56, 222]
goals: RETI: Bai 2, Cappelli, Mazzolai. bbox=[342, 677, 482, 688]
stat-cell: 1 bbox=[215, 211, 222, 222]
stat-cell: 1 bbox=[242, 211, 248, 222]
stat-cell: 6 bbox=[295, 211, 302, 222]
